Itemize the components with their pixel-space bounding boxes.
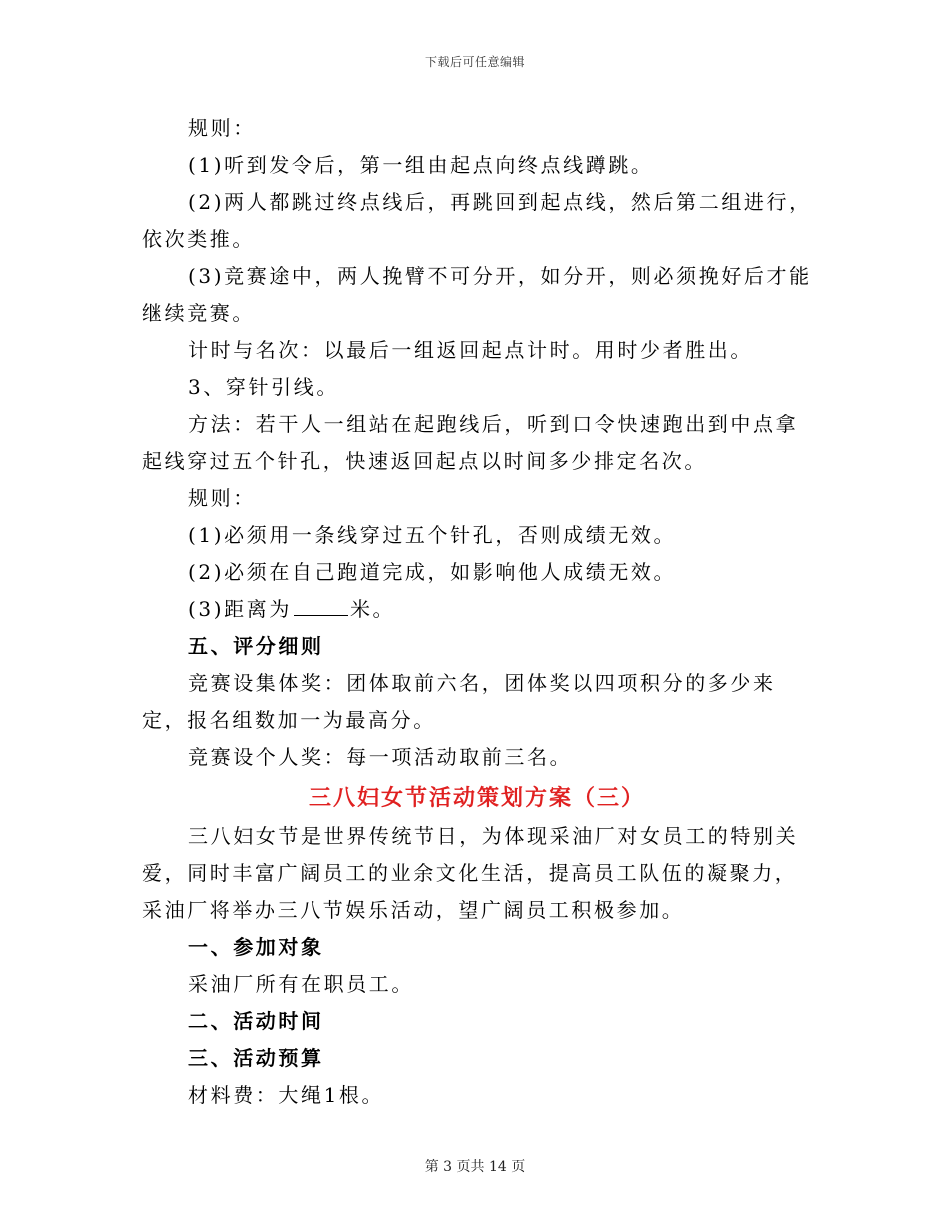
document-title: 三八妇女节活动策划方案（三） <box>308 785 645 811</box>
rule-2-3-prefix: (3)距离为 <box>188 597 292 621</box>
paragraph-rules-2: 规则： <box>188 486 256 510</box>
paragraph-rule-2-2: (2)必须在自己跑道完成，如影响他人成绩无效。 <box>188 560 677 584</box>
paragraph-rule-1-3: (3)竞赛途中，两人挽臂不可分开，如分开，则必须挽好后才能继续竞赛。 <box>142 264 812 325</box>
paragraph-intro: 三八妇女节是世界传统节日，为体现采油厂对女员工的特别关爱，同时丰富广阔员工的业余文化生活，提高员工队伍的凝聚力，采油厂将举办三八节娱乐活动，望广阔员工积极参加。 <box>142 824 799 922</box>
paragraph-rule-1-1: (1)听到发令后，第一组由起点向终点线蹲跳。 <box>188 153 654 177</box>
paragraph-rule-2-1: (1)必须用一条线穿过五个针孔，否则成绩无效。 <box>188 523 677 547</box>
page-footer: 第 3 页共 14 页 <box>424 1159 526 1175</box>
rule-2-3-suffix: 米。 <box>349 597 396 621</box>
blank-underline <box>294 597 348 616</box>
paragraph-individual-award: 竞赛设个人奖：每一项活动取前三名。 <box>188 745 573 769</box>
paragraph-participants: 采油厂所有在职员工。 <box>188 972 414 996</box>
paragraph-rule-1-2: (2)两人都跳过终点线后，再跳回到起点线，然后第二组进行，依次类推。 <box>142 190 812 251</box>
paragraph-team-award: 竞赛设集体奖：团体取前六名，团体奖以四项积分的多少来定，报名组数加一为最高分。 <box>142 671 776 732</box>
page-header: 下载后可任意编辑 <box>424 55 525 69</box>
section-heading-budget: 三、活动预算 <box>188 1046 324 1070</box>
section-heading-time: 二、活动时间 <box>188 1009 324 1033</box>
paragraph-method: 方法：若干人一组站在起跑线后，听到口令快速跑出到中点拿起线穿过五个针孔，快速返回起点以时间多少排定名次。 <box>142 412 799 473</box>
paragraph-rule-2-3 <box>142 591 812 628</box>
paragraph-timing: 计时与名次：以最后一组返回起点计时。用时少者胜出。 <box>188 338 753 362</box>
section-heading-scoring: 五、评分细则 <box>188 634 324 658</box>
document-body <box>142 110 812 1114</box>
paragraph-event-3-heading: 3、穿针引线。 <box>188 375 339 399</box>
section-heading-participants: 一、参加对象 <box>188 935 324 959</box>
paragraph-rules-1: 规则： <box>188 116 256 140</box>
paragraph-materials: 材料费：大绳1根。 <box>188 1083 385 1107</box>
